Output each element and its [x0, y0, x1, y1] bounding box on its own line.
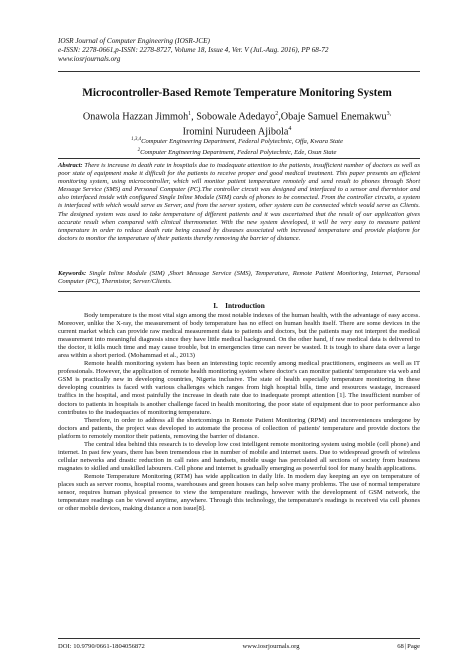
introduction-body	[58, 312, 420, 513]
author-name: Obaje Samuel Enemakwu	[280, 111, 387, 123]
author-sup: 1	[188, 111, 192, 117]
abstract-text: There is increase in death rate in hospitals due to inadequate attention to the patients, insufficient number of doctors as well as poor state of equipment make it difficult for the patients to receive proper and good medical treatment. This paper presents an efficient monitoring system, using microcontroller, which will monitor patient temperature remotely and send result to phones through Short Message Service (SMS) and Personal Computer (PC).The controller circuit was designed and interfaced to a sensor and thermistor and also interfaced inside with configured Single Inline Module (SIM) cards of phones to be connected. From the controller circuits, a system is interfaced with which would serve as Server, and from the server system, other system can be connected which would serve as Clients. The designed system was used to take temperature of different patients and it was ascertained that the result of our application gives accurate result when compared with clinical thermometer. With the new system developed, it will be very easy to measure patient temperature in order to reduce death rate being caused by diseases associated with increased temperature and provide platform for doctors to monitor the temperature of their patients thereby removing the barrier of distance.	[58, 162, 420, 242]
affiliation-sup: 1,3,4	[131, 137, 142, 142]
footer-rule	[58, 638, 420, 639]
abstract-rule-top	[58, 158, 420, 159]
keywords-text: Single Inline Module (SIM) ,Short Message Service (SMS), Temperature, Remote Patient Monitoring, Internet, Personal Computer (PC), Thermistor, Server/Clients.	[58, 270, 420, 286]
affiliation-sup: 2	[137, 147, 141, 153]
journal-name: IOSR Journal of Computer Engineering (IOSR-JCE)	[58, 37, 210, 45]
author-sup: 2	[275, 111, 279, 117]
author-name: Iromini Nurudeen Ajibola	[182, 126, 289, 138]
page-footer	[58, 643, 420, 650]
journal-website: www.iosrjournals.org	[58, 55, 121, 63]
journal-header	[58, 37, 438, 64]
affiliation: Computer Engineering Department, Federal Polytechnic, Ede, Osun State	[140, 148, 337, 156]
author-name: Sobowale Adedayo	[196, 111, 276, 123]
abstract-rule-bottom	[58, 291, 420, 292]
paragraph: Therefore, in order to address all the shortcomings in Remote Patient Monitoring (RPM) and inconveniences undergone by doctors and patients, the project was developed to automate the process of collection of patients' temperature and provide doctors the platform to remotely monitor their patients, removing the barrier of distance.	[58, 416, 420, 440]
keywords	[58, 270, 420, 286]
affiliation: Computer Engineering Department, Federal Polytechnic, Offa, Kwara State	[141, 138, 343, 146]
footer-page	[397, 643, 420, 650]
paper-title: Microcontroller-Based Remote Temperature Monitoring System	[82, 87, 392, 99]
page-label: Page	[407, 643, 420, 650]
author-sup: 3,	[386, 111, 392, 117]
paragraph: Remote Temperature Monitoring (RTM) has wide application in daily life. In modern day keeping an eye on temperature of places such as server rooms, hospital rooms, warehouses and green houses can help solve many problems. The use of normal temperature sensor, requires human physical presence to view the temperature readings, however with the development of GSM network, the temperature readings can be viewed anytime, anywhere. Through this technology, the temperature's readings is received via cell phones or other mobile devices, making distance a non issue[8].	[58, 472, 420, 513]
footer-website: www.iosrjournals.org	[242, 643, 300, 650]
paragraph: Body temperature is the most vital sign among the most notable indexes of the human health, with the advantage of easy access. Moreover, unlike the X-ray, the measurement of body temperature has no effect on human health itself. There are some devices in the current market which can provide raw medical measurement data to patients and doctors, but the patients may not interpret the medical measurement into meaningful diagnosis since they have little medical background. On the other hand, if raw medical data is delivered to the doctor, it kills much time and may cause trouble, but in emergencies time can never be wasted. It is tough to share data over a large area within a short period. (Mohammad et al., 2013)	[58, 312, 420, 360]
section-heading: I. Introduction	[213, 301, 265, 310]
abstract	[58, 162, 420, 243]
keywords-label: Keywords:	[58, 270, 87, 277]
journal-issn: e-ISSN: 2278-0661,p-ISSN: 2278-8727, Volume 18, Issue 4, Ver. V (Jul.-Aug. 2016), PP 68-72	[58, 46, 329, 54]
header-rule	[58, 71, 420, 72]
author-list: Onawola Hazzan Jimmoh$^1$, Sobowale Adedayo$^2$,Obaje Samuel Enemakwu$^{3,}$ Iromini Nurudeen Ajibola$^4$	[82, 111, 392, 138]
paragraph: The central idea behind this research is to develop low cost intelligent remote monitoring system using mobile (cell phone) and internet. In past few years, there has been tremendous rise in number of mobile and internet users. Due to widespread growth of wireless cellular networks and drastic reduction in call rates and handsets, mobile usage has percolated all sections of society from business magnates to skilled and unskilled labourers. Cell phone and internet is gradually emerging as powerful tool for many health applications.	[58, 440, 420, 472]
author-name: Onawola Hazzan Jimmoh	[82, 111, 189, 123]
author-sup: 4	[288, 126, 292, 133]
page-number: 68	[397, 643, 404, 650]
paragraph: Remote health monitoring system has been an interesting topic recently among medical practitioners, engineers as well as IT professionals. However, the application of remote health monitoring system where doctor's can monitor patients' temperature via web and GSM is practically new in developing countries, Nigeria inclusive. The state of health especially temperature monitoring in these developing countries is faced with various challenges which ranges from high hospital bills, time and resources wastage, increased traffics in the hospital, and most painfully the increase in death rate due to inadequate prompt attention [1]. The insufficient number of doctors to patients in hospitals is another challenge faced in health monitoring, the poor state of equipment due to poor performance also contributes to the inadequacies of monitoring temperature.	[58, 360, 420, 416]
affiliations	[48, 136, 426, 157]
abstract-label: Abstract:	[58, 162, 83, 169]
footer-doi: DOI: 10.9790/0661-1804056872	[58, 643, 145, 650]
footer-separator: |	[404, 643, 407, 650]
